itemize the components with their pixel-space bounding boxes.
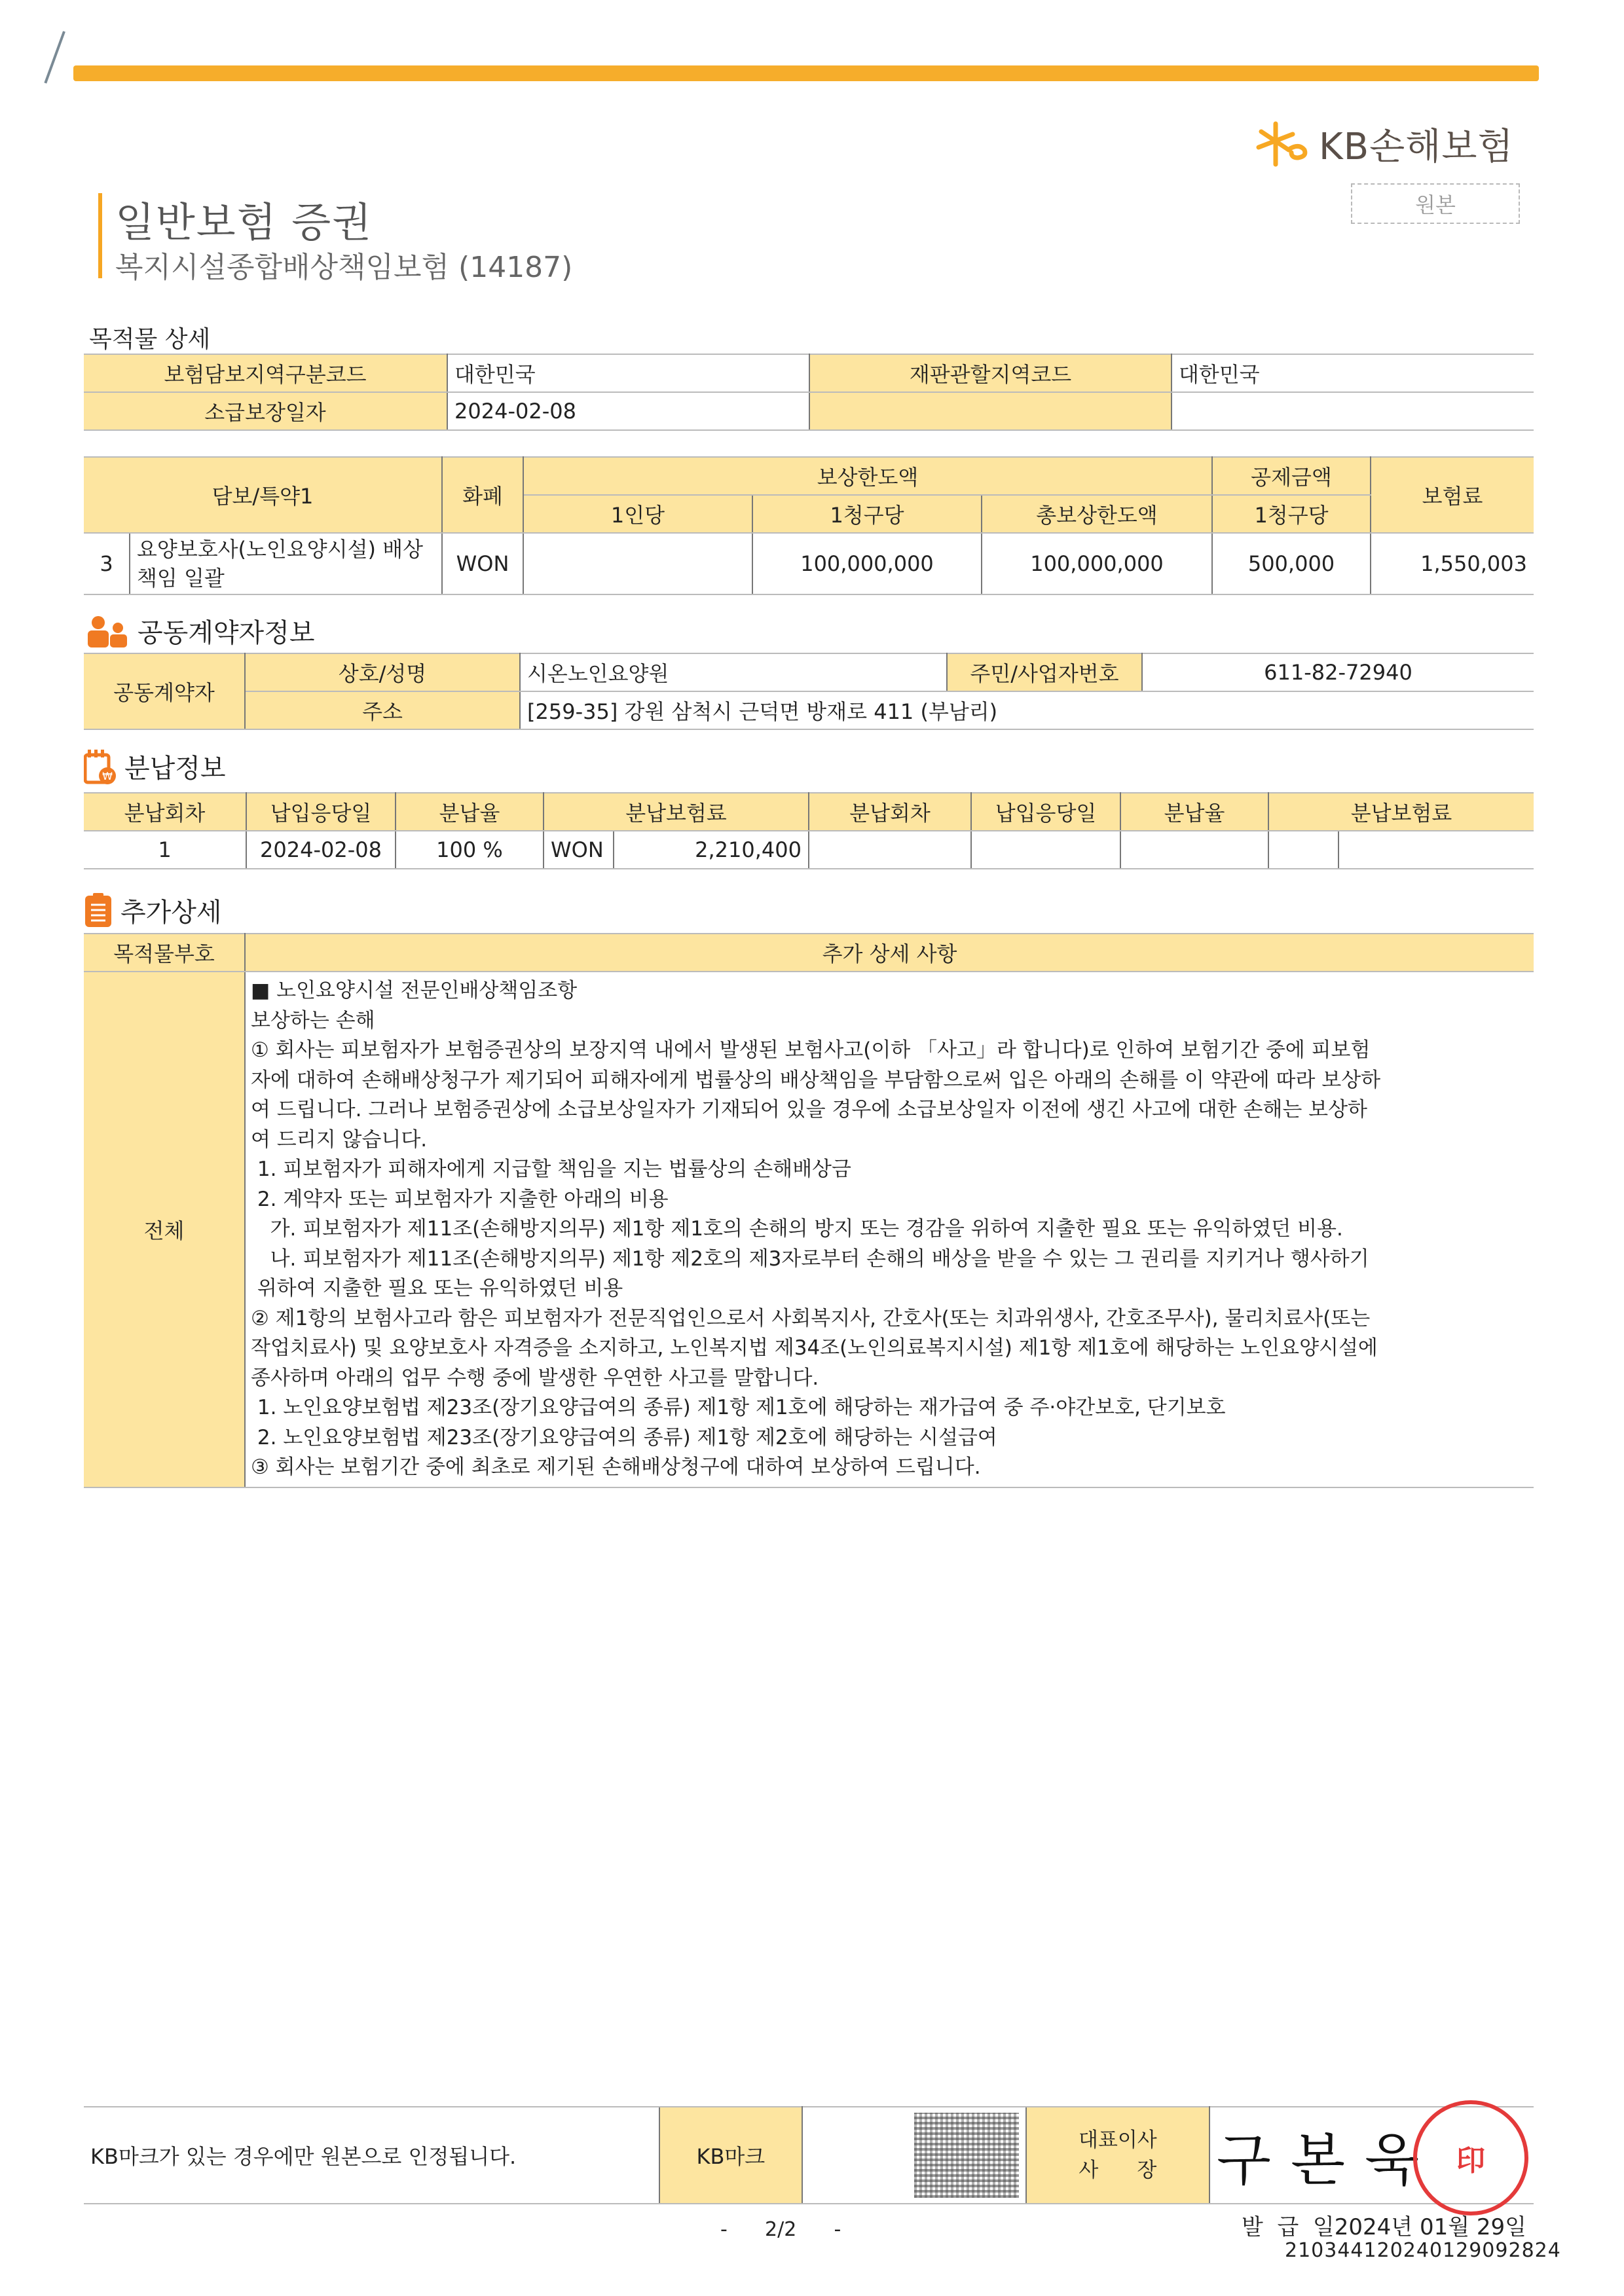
- ceo-title-2: 사 장: [1079, 2159, 1157, 2182]
- issue-date: 발 급 일2024년 01월 29일: [1242, 2214, 1526, 2240]
- detail-line: 보상하는 손해: [251, 1008, 375, 1032]
- extra-detail-title: 추가상세: [120, 898, 222, 928]
- table-row: [84, 354, 1534, 392]
- table-row: [84, 392, 1534, 430]
- label-empty: [809, 392, 1172, 430]
- extra-detail-content: [245, 972, 1534, 1487]
- label-name: 상호/성명: [245, 653, 520, 691]
- page-number: - 2/2 -: [720, 2218, 841, 2241]
- table-header-row: [84, 457, 1534, 495]
- object-detail-heading: 목적물 상세: [89, 326, 211, 353]
- header-rate-2: 분납율: [1120, 793, 1268, 831]
- header-premium: 보험료: [1371, 457, 1534, 533]
- joint-contractor-table: [84, 653, 1534, 730]
- detail-line: 2. 계약자 또는 피보험자가 지출한 아래의 비용: [251, 1187, 669, 1211]
- ceo-title-cell: [1026, 2107, 1209, 2204]
- object-detail-table: [84, 354, 1534, 431]
- joint-contractor-title: 공동계약자정보: [138, 618, 315, 648]
- detail-line: 1. 피보험자가 피해자에게 지급할 책임을 지는 법률상의 손해배상금: [251, 1157, 851, 1181]
- header-limit-group: 보상한도액: [523, 457, 1212, 495]
- detail-line: 여 드립니다. 그러나 보험증권상에 소급보상일자가 기재되어 있을 경우에 소급보상일자 이전에 생긴 사고에 대한 손해는 보상하: [251, 1098, 1367, 1121]
- coverage-per-person: [523, 533, 752, 594]
- header-extra-detail: 추가 상세 사항: [245, 934, 1534, 972]
- people-icon: [84, 615, 130, 647]
- detail-line: 작업치료사) 및 요양보호사 자격증을 소지하고, 노인복지법 제34조(노인의료복지시설) 제1항 제1호에 해당하는 노인요양시설에: [251, 1336, 1378, 1360]
- ceo-name: 구본욱: [1216, 2128, 1439, 2193]
- original-notice: KB마크가 있는 경우에만 원본으로 인정됩니다.: [84, 2107, 659, 2204]
- value-empty: [1172, 392, 1534, 430]
- value-jurisdiction: 대한민국: [1172, 354, 1534, 392]
- seal-glyph: 印: [1456, 2144, 1485, 2178]
- header-currency: 화폐: [442, 457, 523, 533]
- original-stamp: 원본: [1351, 183, 1520, 224]
- table-row: [84, 653, 1534, 691]
- table-header-row: [84, 793, 1534, 831]
- extra-detail-heading: [84, 892, 222, 929]
- kb-mark-label: KB마크: [659, 2107, 802, 2204]
- label-address: 주소: [245, 691, 520, 729]
- kb-mark-cell: [802, 2107, 1026, 2204]
- calendar-payment-icon: [84, 748, 117, 785]
- detail-line: 가. 피보험자가 제11조(손해방지의무) 제1항 제1호의 손해의 방지 또는 경감을 위하여 지출한 필요 또는 유익하였던 비용.: [251, 1217, 1343, 1241]
- label-retro-date: 소급보장일자: [84, 392, 447, 430]
- coverage-currency: WON: [442, 533, 523, 594]
- detail-line: 위하여 지출한 필요 또는 유익하였던 비용: [251, 1277, 623, 1300]
- kb-mark-pattern: [914, 2113, 1019, 2198]
- header-amount: 분납보험료: [544, 793, 809, 831]
- detail-line: 자에 대하여 손해배상청구가 제기되어 피해자에게 법률상의 배상책임을 부담함으로써 입은 아래의 손해를 이 약관에 따라 보상하: [251, 1068, 1381, 1092]
- installment-rate: 100 %: [396, 831, 544, 869]
- detail-line: 1. 노인요양보험법 제23조(장기요양급여의 종류) 제1항 제1호에 해당하는 재가급여 중 주·야간보호, 단기보호: [251, 1396, 1226, 1419]
- header-total-limit: 총보상한도액: [982, 495, 1212, 533]
- header-round-2: 분납회차: [809, 793, 971, 831]
- table-header-row: [84, 934, 1534, 972]
- header-due-date: 납입응당일: [246, 793, 396, 831]
- detail-line: 여 드리지 않습니다.: [251, 1127, 428, 1152]
- footer-row: [84, 2107, 1534, 2204]
- value-business-number: 611-82-72940: [1142, 653, 1534, 691]
- installment-due-date: 2024-02-08: [246, 831, 396, 869]
- scan-staple-mark: [44, 31, 65, 83]
- coverage-no: 3: [84, 533, 130, 594]
- header-amount-2: 분납보험료: [1268, 793, 1534, 831]
- table-row: [84, 533, 1534, 594]
- header-per-claim: 1청구당: [752, 495, 982, 533]
- installment-amount-2: [1338, 831, 1534, 869]
- installment-table: [84, 792, 1534, 869]
- clipboard-list-icon: [84, 893, 113, 928]
- value-retro-date: 2024-02-08: [447, 392, 809, 430]
- installment-round: 1: [84, 831, 246, 869]
- header-deductible-per-claim: 1청구당: [1212, 495, 1371, 533]
- document-number: 21034412024012909282​4: [1285, 2239, 1561, 2260]
- table-row: [84, 972, 1534, 1487]
- installment-due-date-2: [971, 831, 1120, 869]
- coverage-name: 요양보호사(노인요양시설) 배상책임 일괄: [130, 533, 442, 594]
- table-row: [84, 691, 1534, 729]
- coverage-premium: 1,550,003: [1371, 533, 1534, 594]
- coverage-table: [84, 456, 1534, 595]
- label-jurisdiction: 재판관할지역코드: [809, 354, 1172, 392]
- label-business-number: 주민/사업자번호: [947, 653, 1142, 691]
- detail-line: 나. 피보험자가 제11조(손해방지의무) 제1항 제2호의 제3자로부터 손해의 배상을 받을 수 있는 그 권리를 지키거나 행사하기: [251, 1247, 1369, 1271]
- detail-line: ② 제1항의 보험사고라 함은 피보험자가 전문직업인으로서 사회복지사, 간호사(또는 치과위생사, 간호조무사), 물리치료사(또는: [251, 1306, 1371, 1330]
- header-round: 분납회차: [84, 793, 246, 831]
- detail-line: ③ 회사는 보험기간 중에 최초로 제기된 손해배상청구에 대하여 보상하여 드립니다.: [251, 1455, 981, 1479]
- kb-star-icon: [1256, 121, 1310, 167]
- installment-rate-2: [1120, 831, 1268, 869]
- header-coverage: 담보/특약1: [84, 457, 442, 533]
- label-coverage-region: 보험담보지역구분코드: [84, 354, 447, 392]
- table-row: [84, 831, 1534, 869]
- page-title: 일반보험 증권: [115, 198, 373, 246]
- extra-detail-table: [84, 933, 1534, 1488]
- installment-title: 분납정보: [124, 754, 226, 784]
- header-rate: 분납율: [396, 793, 544, 831]
- footer-table: [84, 2106, 1534, 2204]
- installment-round-2: [809, 831, 971, 869]
- value-coverage-region: 대한민국: [447, 354, 809, 392]
- page-subtitle: 복지시설종합배상책임보험 (14187): [115, 251, 573, 284]
- value-address: [259-35] 강원 삼척시 근덕면 방재로 411 (부남리): [520, 691, 1534, 729]
- installment-currency-2: [1268, 831, 1338, 869]
- installment-amount: 2,210,400: [614, 831, 809, 869]
- svg-text:₩: ₩: [102, 769, 113, 782]
- header-deductible-group: 공제금액: [1212, 457, 1371, 495]
- title-accent-bar: [98, 193, 102, 278]
- ceo-title-1: 대표이사: [1078, 2128, 1157, 2152]
- value-name: 시온노인요양원: [520, 653, 947, 691]
- top-accent-stripe: [73, 65, 1539, 81]
- detail-line: ① 회사는 피보험자가 보험증권상의 보장지역 내에서 발생된 보험사고(이하 「사고」라 합니다)로 인하여 보험기간 중에 피보험: [251, 1038, 1371, 1062]
- joint-contractor-heading: [84, 612, 314, 649]
- detail-line: 2. 노인요양보험법 제23조(장기요양급여의 종류) 제1항 제2호에 해당하는 시설급여: [251, 1425, 997, 1449]
- coverage-per-claim: 100,000,000: [752, 533, 982, 594]
- header-object-code: 목적물부호: [84, 934, 245, 972]
- label-joint-contractor: 공동계약자: [84, 653, 245, 729]
- detail-line: 종사하며 아래의 업무 수행 중에 발생한 우연한 사고를 말합니다.: [251, 1366, 819, 1390]
- header-due-date-2: 납입응당일: [971, 793, 1120, 831]
- header-per-person: 1인당: [523, 495, 752, 533]
- company-seal: [1413, 2100, 1528, 2215]
- coverage-deductible: 500,000: [1212, 533, 1371, 594]
- brand-name: KB손해보험: [1319, 126, 1514, 168]
- object-code-value: 전체: [84, 972, 245, 1487]
- detail-line: ■ 노인요양시설 전문인배상책임조항: [251, 979, 578, 1002]
- kb-logo: [1256, 118, 1514, 170]
- installment-currency: WON: [544, 831, 614, 869]
- coverage-total-limit: 100,000,000: [982, 533, 1212, 594]
- installment-heading: [84, 748, 226, 785]
